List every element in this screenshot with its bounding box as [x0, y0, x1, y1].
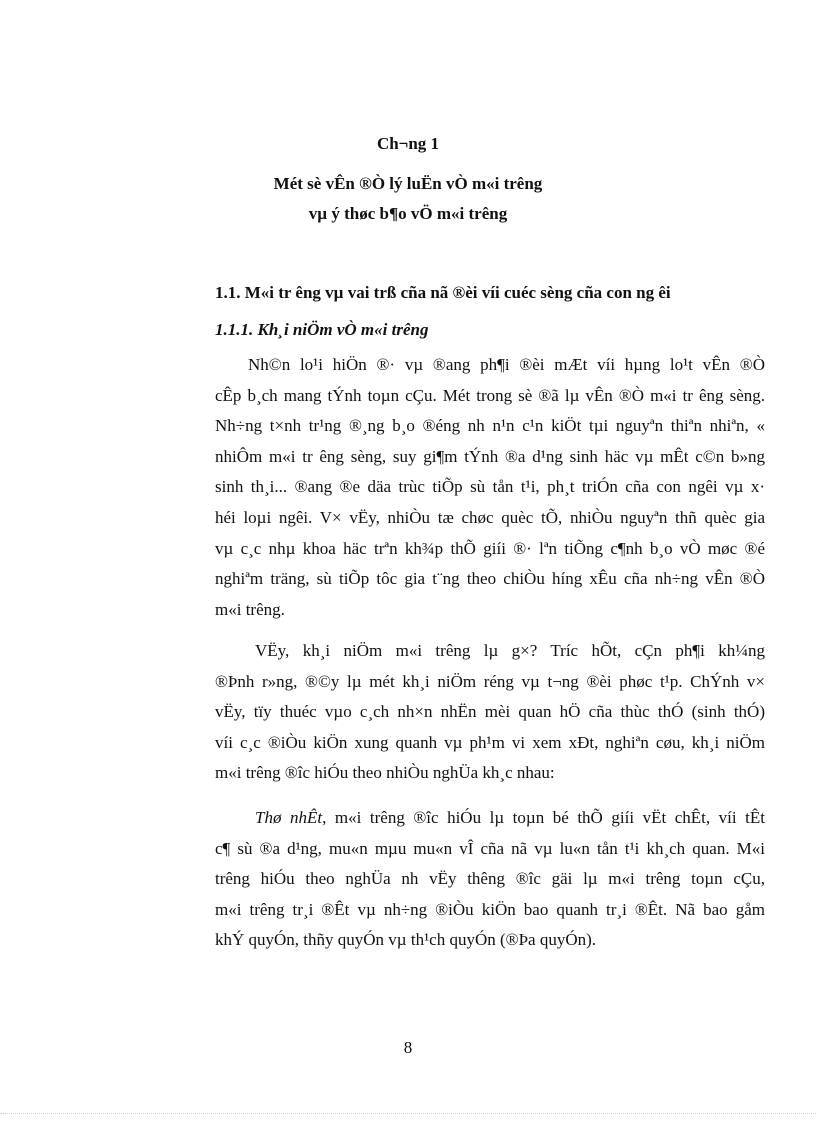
paragraph-line: sinh th¸i... ®ang ®e däa trùc tiÕp sù tån t¹i, ph¸t triÓn cña con ngêi vµ x·	[215, 477, 765, 497]
paragraph-line: VËy, kh¸i niÖm m«i trêng lµ g×? Tríc hÕt, cÇn ph¶i kh¼ng	[255, 641, 765, 660]
paragraph-line: khÝ quyÓn, thñy quyÓn vµ th¹ch quyÓn (®Þa quyÓn).	[215, 930, 597, 950]
paragraph-line: c¶ sù ®a d¹ng, mu«n mµu mu«n vÎ cña nã vµ lu«n tån t¹i kh¸ch quan. M«i	[215, 838, 765, 858]
paragraph-3	[215, 803, 765, 956]
subsection-heading: 1.1.1. Kh¸i niÖm vÒ m«i trêng	[215, 320, 429, 339]
page-number: 8	[403, 1038, 413, 1057]
paragraph-line: vµ c¸c nhµ khoa häc trªn kh¾p thÕ giíi ®· lªn tiÕng c¶nh b¸o vÒ møc ®é	[215, 538, 765, 558]
paragraph-line: héi loµi ngêi. V× vËy, nhiÒu tæ chøc quèc tÕ, nhiÒu nguyªn thñ quèc gia	[215, 507, 765, 527]
paragraph-line	[215, 803, 765, 834]
paragraph-2	[215, 636, 765, 789]
paragraph-line: cÊp b¸ch mang tÝnh toµn cÇu. Mét trong sè ®ã lµ vÊn ®Ò m«i tr êng sèng.	[215, 385, 765, 405]
chapter-title-line-2: vµ ý thøc b¶o vÖ m«i trêng	[308, 204, 508, 223]
paragraph-1	[215, 350, 765, 625]
paragraph-line: nghiªm träng, sù tiÕp tôc gia t¨ng theo chiÒu híng xÊu cña nh÷ng vÊn ®Ò	[215, 569, 765, 589]
paragraph-line: Nh©n lo¹i hiÖn ®· vµ ®ang ph¶i ®èi mÆt víi hµng lo¹t vÊn ®Ò	[248, 355, 765, 374]
paragraph-line: Nh÷ng t×nh tr¹ng ®¸ng b¸o ®éng nh n¹n c¹n kiÖt tµi nguyªn thiªn nhiªn, «	[215, 416, 765, 436]
paragraph-line: víi c¸c ®iÒu kiÖn xung quanh vµ ph¹m vi xem xÐt, nghiªn cøu, kh¸i niÖm	[215, 732, 765, 752]
page-bottom-divider	[0, 1113, 816, 1114]
paragraph-line: m«i trêng.	[215, 599, 285, 619]
chapter-label: Ch¬ng 1	[376, 134, 440, 153]
chapter-title-line-1: Mét sè vÊn ®Ò lý luËn vÒ m«i trêng	[273, 174, 543, 193]
paragraph-line-rest: , m«i trêng ®îc hiÓu lµ toµn bé thÕ giíi vËt chÊt, víi tÊt	[322, 808, 765, 827]
emphasis-lead: Thø nhÊt	[255, 808, 323, 827]
paragraph-line: m«i trêng tr¸i ®Êt vµ nh÷ng ®iÒu kiÖn bao quanh tr¸i ®Êt. Nã bao gåm	[215, 899, 765, 919]
paragraph-line: nhiÔm m«i tr êng sèng, suy gi¶m tÝnh ®a d¹ng sinh häc vµ mÊt c©n b»ng	[215, 446, 765, 466]
paragraph-line: vËy, tïy thuéc vµo c¸ch nh×n nhËn mèi quan hÖ cña thùc thÓ (sinh thÓ)	[215, 702, 765, 722]
paragraph-line: ®Þnh r»ng, ®©y lµ mét kh¸i niÖm réng vµ t¬ng ®èi phøc t¹p. ChÝnh v×	[215, 671, 765, 691]
paragraph-line: m«i trêng ®îc hiÓu theo nhiÒu nghÜa kh¸c nhau:	[215, 763, 555, 783]
section-heading: 1.1. M«i tr êng vµ vai trß cña nã ®èi víi cuéc sèng cña con ng êi	[215, 283, 671, 302]
paragraph-line: trêng hiÓu theo nghÜa nh vËy thêng ®îc gäi lµ m«i trêng toµn cÇu,	[215, 869, 765, 889]
